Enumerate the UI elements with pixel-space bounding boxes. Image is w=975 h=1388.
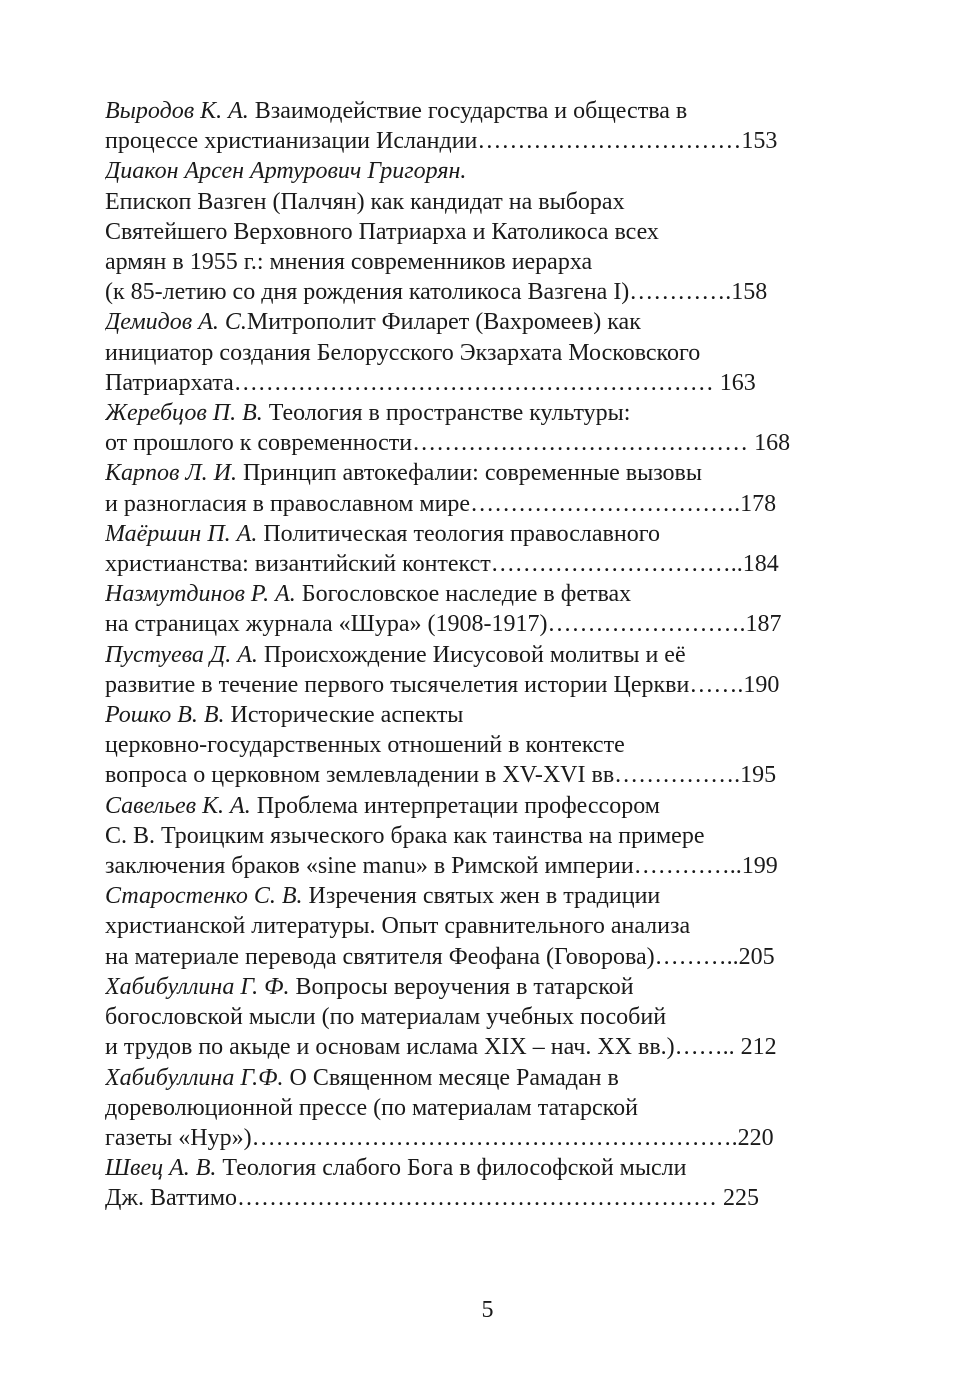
toc-entry-line [105,791,840,821]
toc-entry [105,307,840,398]
toc-title-text: христианства: византийский контекст…………………………..184 [105,551,779,578]
toc-title-text: Епископ Вазген (Палчян) как кандидат на выборах [105,188,625,215]
toc-title-text: дореволюционной прессе (по материалам татарской [105,1094,638,1121]
toc-entry [105,972,840,1063]
toc-title-text: Дж. Ваттимо…………………………………………………… 225 [105,1185,759,1212]
toc-author: Пустуева Д. А. [105,641,258,668]
toc-title-text: Теология в пространстве культуры: [268,400,631,427]
toc-entry-line [105,1093,840,1123]
toc-entry-line [105,670,840,700]
toc-entry-line [105,217,840,247]
toc-entry-line [105,821,840,851]
toc-title-text: Богословское наследие в фетвах [301,581,632,608]
toc-title-text: газеты «Нур»)…………………………………………………….220 [105,1124,774,1151]
toc-author: Назмутдинов Р. А. [105,581,296,608]
toc-title-text: Принцип автокефалии: современные вызовы [242,460,703,487]
toc-entry-line [105,307,840,337]
toc-title-text: церковно-государственных отношений в контексте [105,732,625,759]
toc-entry-line [105,1123,840,1153]
toc-author: Старостенко С. В. [105,883,303,910]
toc-author: Швец А. В. [105,1155,217,1182]
toc-entry-line [105,579,840,609]
toc-title-text: процессе христианизации Исландии……………………………153 [105,128,778,155]
toc-entry-line [105,1002,840,1032]
toc-entry [105,1063,840,1154]
toc-title-text: Взаимодействие государства и общества в [254,98,688,124]
toc-title-text: и трудов по акыде и основам ислама XIX – нач. XX вв.)…….. 212 [105,1034,777,1061]
toc-entry-line [105,609,840,639]
toc-title-text: Вопросы вероучения в татарской [295,973,634,1000]
toc-title-text: Проблема интерпретации профессором [256,792,660,819]
toc-entry-line [105,126,840,156]
toc-title-text: вопроса о церковном землевладении в XV-XVI вв…………….195 [105,762,777,789]
toc-title-text: О Священном месяце Рамадан в [289,1064,619,1091]
toc-title-text: Святейшего Верховного Патриарха и Католикоса всех [105,218,659,245]
toc-title-text: инициатор создания Белорусского Экзархата Московского [105,339,701,366]
toc-entry-line [105,1063,840,1093]
toc-entry-line [105,1032,840,1062]
toc-author: Карпов Л. И. [105,460,237,487]
toc-entry-line [105,881,840,911]
toc-entry-line [105,96,840,126]
toc-title-text: Патриархата…………………………………………………… 163 [105,369,756,396]
table-of-contents [105,96,840,1214]
toc-entry-line [105,640,840,670]
toc-title-text: (к 85-летию со дня рождения католикоса Вазгена I)………….158 [105,279,768,306]
toc-entry-line [105,398,840,428]
toc-title-text: Изречения святых жен в традиции [308,883,661,910]
toc-entry-line [105,760,840,790]
toc-author: Диакон Арсен Артурович Григорян. [105,158,467,185]
toc-entry-line [105,730,840,760]
toc-entry [105,96,840,156]
toc-author: Рошко В. В. [105,702,225,729]
toc-entry-line [105,428,840,458]
toc-title-text: заключения браков «sine manu» в Римской империи…………..199 [105,853,778,880]
toc-entry-line [105,338,840,368]
toc-entry-line [105,489,840,519]
toc-entry [105,640,840,700]
toc-title-text: на страницах журнала «Шура» (1908-1917)…………………….187 [105,611,782,638]
toc-author: Хабибуллина Г.Ф. [105,1064,284,1091]
toc-entry [105,519,840,579]
toc-entry [105,700,840,791]
toc-entry-line [105,187,840,217]
toc-entry-line [105,549,840,579]
toc-title-text: христианской литературы. Опыт сравнительного анализа [105,913,691,940]
toc-author: Маёршин П. А. [105,520,258,547]
toc-entry-line [105,972,840,1002]
toc-entry [105,579,840,639]
toc-author: Савельев К. А. [105,792,251,819]
toc-title-text: на материале перевода святителя Феофана (Говорова)………..205 [105,943,775,970]
toc-entry [105,156,840,307]
toc-title-text: и разногласия в православном мире…………………………….178 [105,490,777,517]
toc-entry [105,1153,840,1213]
toc-title-text: Происхождение Иисусовой молитвы и её [263,641,686,668]
toc-entry-line [105,1153,840,1183]
toc-entry [105,791,840,882]
toc-entry-line [105,1183,840,1213]
toc-title-text: богословской мысли (по материалам учебных пособий [105,1004,667,1031]
toc-author: Хабибуллина Г. Ф. [105,973,290,1000]
toc-entry-line [105,851,840,881]
toc-entry [105,398,840,458]
toc-title-text: армян в 1955 г.: мнения современников иерарха [105,249,593,276]
page-number: 5 [481,1297,494,1323]
toc-title-text: Митрополит Филарет (Вахромеев) как [246,309,641,336]
toc-entry-line [105,911,840,941]
toc-entry-line [105,458,840,488]
toc-entry-line [105,156,840,186]
toc-author: Выродов К. А. [105,98,249,124]
toc-title-text: Исторические аспекты [230,702,464,729]
toc-title-text: Теология слабого Бога в философской мысли [222,1155,687,1182]
toc-entry-line [105,368,840,398]
toc-entry-line [105,247,840,277]
toc-entry [105,458,840,518]
toc-title-text: развитие в течение первого тысячелетия истории Церкви…….190 [105,671,780,698]
toc-author: Демидов А. С. [105,309,247,336]
toc-entry [105,881,840,972]
toc-entry-line [105,700,840,730]
toc-entry-line [105,519,840,549]
toc-title-text: С. В. Троицким языческого брака как таинства на примере [105,822,705,849]
toc-title-text: от прошлого к современности…………………………………… 168 [105,430,791,457]
toc-author: Жеребцов П. В. [105,400,263,427]
toc-entry-line [105,942,840,972]
toc-title-text: Политическая теология православного [263,520,660,547]
toc-entry-line [105,277,840,307]
